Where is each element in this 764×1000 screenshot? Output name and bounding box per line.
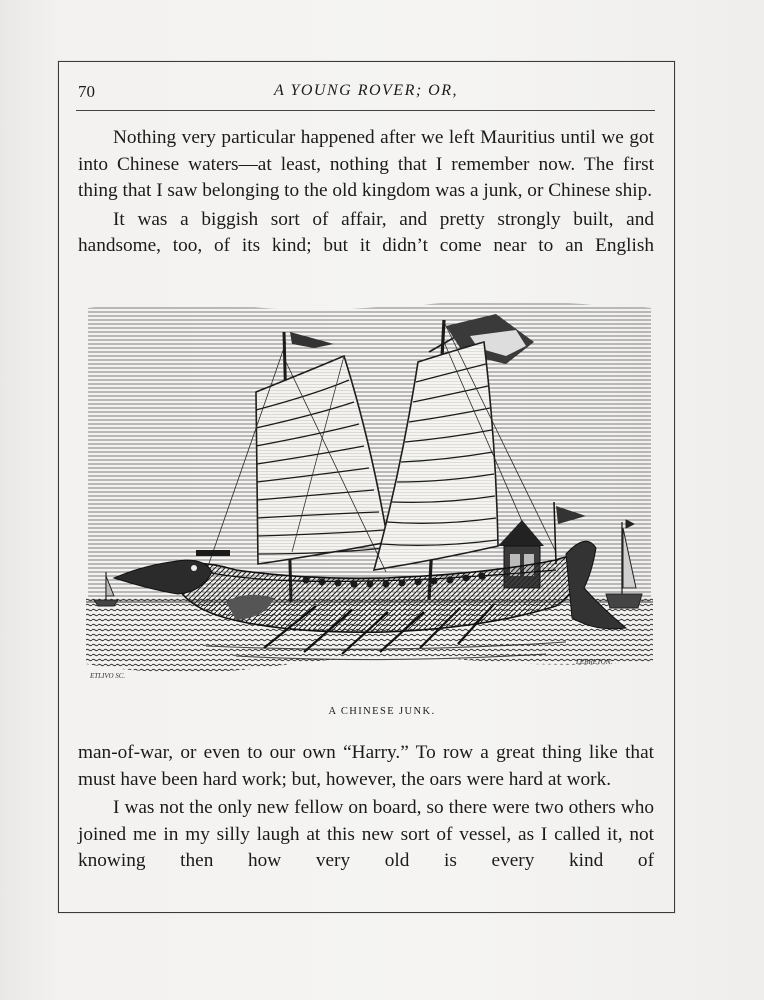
chinese-junk-illustration [86, 302, 653, 692]
page-number: 70 [78, 82, 95, 101]
paragraph: man-of-war, or even to our own “Harry.” To row a great thing like that must have been hard work; but, however, the oars were hard at work. [78, 742, 654, 790]
running-head: A YOUNG ROVER; OR, [273, 82, 459, 99]
engraver-signature-right: LEBRETON. [576, 658, 613, 666]
paragraph: It was a biggish sort of affair, and pretty strongly built, and handsome, too, of its kind; but it didn’t come near to an English [78, 208, 654, 257]
figure-caption: A CHINESE JUNK. [328, 706, 436, 717]
header-rule [76, 110, 655, 111]
body-text-bottom [78, 740, 654, 875]
paragraph: Nothing very particular happened after we left Mauritius until we got into Chinese waters—at least, nothing that I remember now. The first thing that I saw belonging to the old kingdom was a junk, or Chinese ship. [78, 127, 654, 202]
paragraph: I was not the only new fellow on board, so there were two others who joined me in my silly laugh at this new sort of vessel, as I called it, not knowing then how very old is every kind of [78, 797, 654, 872]
page-header [76, 82, 656, 108]
body-text-top [78, 125, 654, 260]
engraver-signature-left: ETLIVO SC. [90, 672, 126, 680]
